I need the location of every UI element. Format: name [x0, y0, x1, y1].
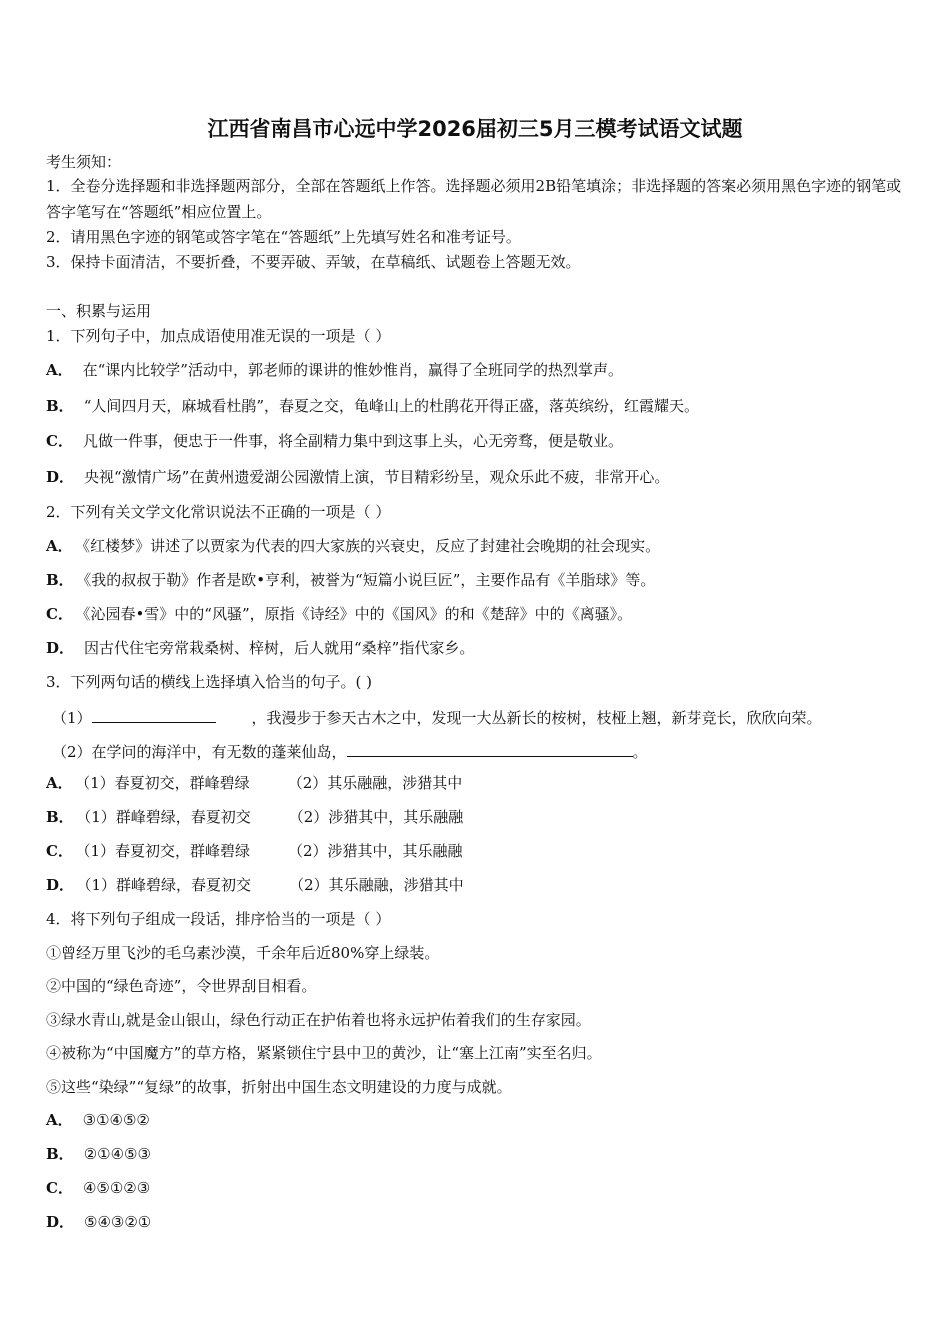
page-title: 江西省南昌市心远中学2026届初三5月三模考试语文试题 [207, 117, 743, 141]
option-letter: B． [46, 571, 74, 589]
option-text: 央视“激情广场”在黄州遗爱湖公园激情上演，节目精彩纷呈，观众乐此不疲，非常开心。 [84, 468, 670, 486]
sentence-item: ①曾经万里飞沙的毛乌素沙漠，千余年后近80%穿上绿装。 [46, 944, 440, 962]
question-stem: 3．下列两句话的横线上选择填入恰当的句子。( ) [46, 673, 373, 691]
option-text: “人间四月天，麻城看杜鹃”，春夏之交，龟峰山上的杜鹃花开得正盛，落英缤纷，红霞耀天。 [83, 397, 700, 415]
question-stem: 1．下列句子中，加点成语使用准无误的一项是（ ） [46, 327, 391, 345]
notice-item: 3．保持卡面清洁，不要折叠，不要弄破、弄皱，在草稿纸、试题卷上答题无效。 [46, 253, 581, 271]
option-c [46, 841, 463, 861]
option-letter: C． [46, 1179, 73, 1197]
fill-sentence-1 [52, 706, 822, 728]
option-letter: B． [46, 1145, 74, 1163]
option-letter: D． [46, 468, 75, 486]
option-letter: D． [46, 639, 75, 657]
option-part-2: （2）涉猎其中，其乐融融 [288, 842, 463, 860]
option-letter: B． [46, 397, 74, 415]
answer-blank [347, 740, 633, 757]
option-a [46, 536, 660, 556]
question-stem: 2．下列有关文学文化常识说法不正确的一项是（ ） [46, 503, 391, 521]
sentence-item: ②中国的“绿色奇迹”，令世界刮目相看。 [46, 977, 317, 995]
option-part-2: （2）涉猎其中，其乐融融 [288, 808, 464, 826]
option-c [46, 604, 632, 624]
option-letter: A． [46, 774, 73, 792]
option-text: 在“课内比较学”活动中，郭老师的课讲的惟妙惟肖，赢得了全班同学的热烈掌声。 [82, 361, 623, 379]
option-c [46, 431, 623, 451]
sentence-prefix: （1） [52, 709, 92, 727]
option-d [46, 638, 474, 658]
answer-blank [92, 706, 216, 723]
option-b [46, 396, 699, 416]
option-text: 凡做一件事，便忠于一件事，将全副精力集中到这事上头，心无旁骛，便是敬业。 [82, 432, 623, 450]
option-b [46, 570, 655, 590]
option-d [46, 1212, 151, 1232]
fill-sentence-2 [52, 740, 648, 762]
option-letter: C． [46, 605, 73, 623]
option-text: ⑤④③②① [84, 1213, 152, 1231]
option-letter: D． [46, 876, 75, 894]
notice-item: 2．请用黑色字迹的钢笔或答字笔在“答题纸”上先填写姓名和准考证号。 [46, 228, 521, 246]
option-d [46, 875, 464, 895]
sentence-item: ④被称为“中国魔方”的草方格，紧紧锁住宁县中卫的黄沙，让“塞上江南”实至名归。 [46, 1044, 602, 1062]
option-part-2: （2）其乐融融，涉猎其中 [287, 774, 463, 792]
option-text: 《沁园春•雪》中的“风骚”，原指《诗经》中的《国风》的和《楚辞》中的《离骚》。 [82, 605, 633, 623]
option-b [46, 1144, 151, 1164]
section-heading: 一、积累与运用 [46, 302, 152, 320]
notice-heading: 考生须知： [46, 153, 122, 171]
option-part-1: （1）群峰碧绿，春夏初交 [84, 876, 252, 894]
option-a [46, 1110, 150, 1130]
option-text: 因古代住宅旁常栽桑树、梓树，后人就用“桑梓”指代家乡。 [84, 639, 475, 657]
option-part-1: （1）春夏初交，群峰碧绿 [82, 842, 250, 860]
sentence-item: ③绿水青山,就是金山银山，绿色行动正在护佑着也将永远护佑着我们的生存家园。 [46, 1011, 591, 1029]
option-a [46, 773, 462, 793]
option-a [46, 360, 623, 380]
option-letter: A． [46, 361, 73, 379]
notice-item: 1．全卷分选择题和非选择题两部分，全部在答题纸上作答。选择题必须用2B铅笔填涂；非选择题的答案必须用黑色字迹的钢笔或答字笔写在“答题纸”相应位置上。 [46, 177, 902, 221]
option-letter: C． [46, 842, 73, 860]
sentence-suffix: ，我漫步于参天古木之中，发现一大丛新长的桉树，枝桠上翘，新芽竞长，欣欣向荣。 [251, 709, 822, 727]
option-c [46, 1178, 150, 1198]
question-stem: 4．将下列句子组成一段话，排序恰当的一项是（ ） [46, 910, 391, 928]
option-text: ④⑤①②③ [82, 1179, 151, 1197]
option-part-1: （1）春夏初交，群峰碧绿 [82, 774, 250, 792]
sentence-prefix: （2）在学问的海洋中，有无数的蓬莱仙岛， [52, 743, 347, 761]
option-text: ②①④⑤③ [83, 1145, 151, 1163]
option-letter: D． [46, 1213, 75, 1231]
option-part-1: （1）群峰碧绿，春夏初交 [83, 808, 251, 826]
option-part-2: （2）其乐融融，涉猎其中 [289, 876, 464, 894]
option-text: ③①④⑤② [82, 1111, 150, 1129]
sentence-suffix: 。 [632, 743, 648, 761]
option-d [46, 467, 669, 487]
option-letter: A． [46, 537, 73, 555]
option-b [46, 807, 463, 827]
option-text: 《红楼梦》讲述了以贾家为代表的四大家族的兴衰史，反应了封建社会晚期的社会现实。 [82, 537, 661, 555]
option-letter: C． [46, 432, 73, 450]
option-letter: B． [46, 808, 74, 826]
option-letter: A． [46, 1111, 73, 1129]
option-text: 《我的叔叔于勒》作者是欧•亨利，被誉为“短篇小说巨匠”，主要作品有《羊脂球》等。 [83, 571, 656, 589]
sentence-item: ⑤这些“染绿”“复绿”的故事，折射出中国生态文明建设的力度与成就。 [46, 1078, 512, 1096]
